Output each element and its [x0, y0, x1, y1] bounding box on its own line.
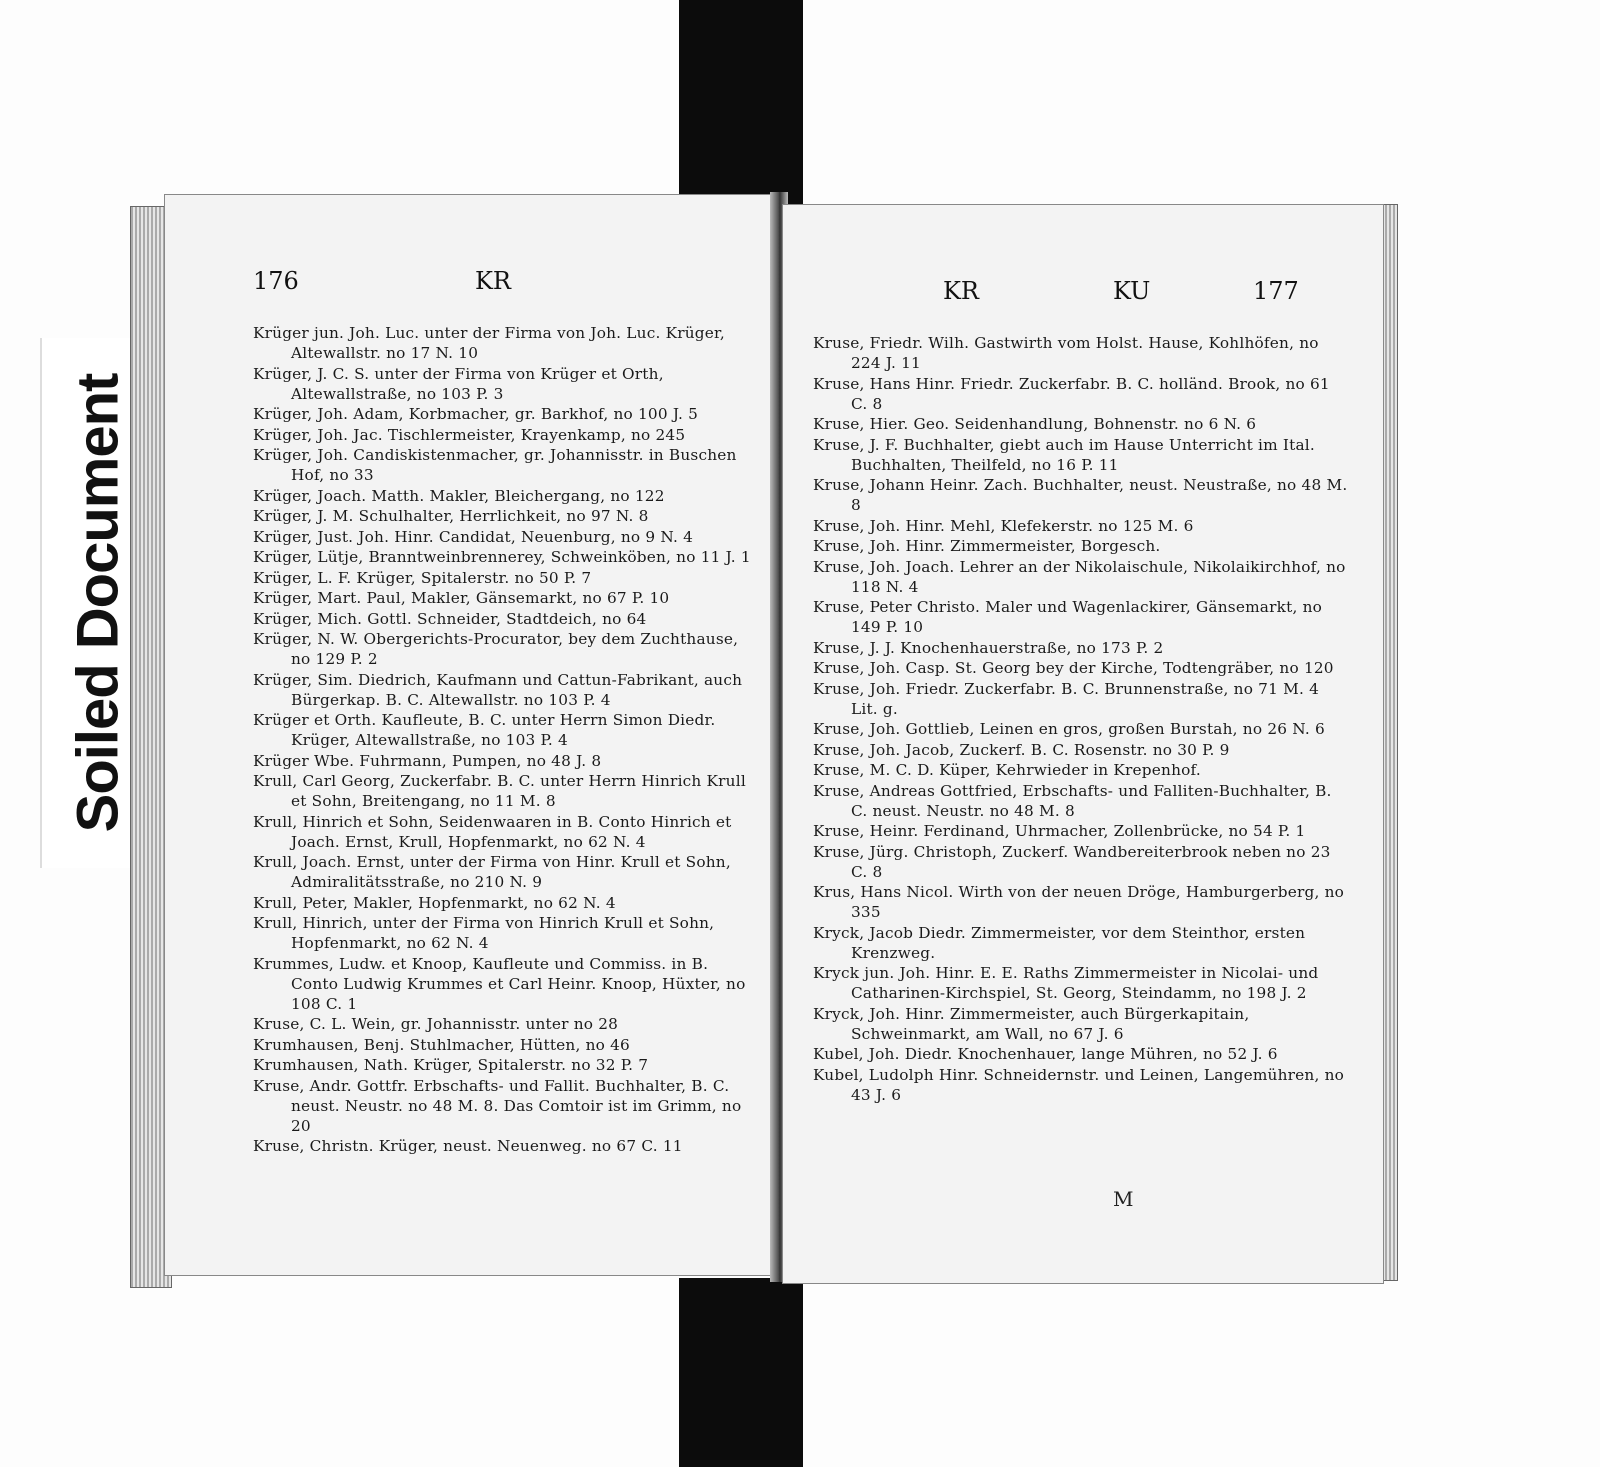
directory-entry: Krüger, Sim. Diedrich, Kaufmann und Cattun-Fabrikant, auch Bürgerkap. B. C. Altewallstr. no 103 P. 4	[253, 670, 743, 709]
directory-entry: Krüger, J. M. Schulhalter, Herrlichkeit, no 97 N. 8	[253, 507, 649, 525]
directory-entry: Kruse, Andreas Gottfried, Erbschafts- und Falliten-Buchhalter, B. C. neust. Neustr. no 48 M. 8	[813, 781, 1332, 820]
directory-entry: Krüger Wbe. Fuhrmann, Pumpen, no 48 J. 8	[253, 751, 602, 770]
right-running-head-right: KU	[1113, 277, 1151, 305]
directory-entry: Kryck, Jacob Diedr. Zimmermeister, vor dem Steinthor, ersten Krenzweg.	[813, 923, 1306, 962]
directory-entry: Kruse, C. L. Wein, gr. Johannisstr. unter no 28	[253, 1015, 619, 1033]
left-page	[164, 194, 776, 1276]
directory-entry: Krüger, Joh. Jac. Tischlermeister, Krayenkamp, no 245	[253, 425, 686, 444]
directory-entry: Krull, Peter, Makler, Hopfenmarkt, no 62 N. 4	[253, 893, 616, 912]
open-book	[130, 190, 1398, 1298]
catchword: M	[1113, 1187, 1134, 1211]
directory-entry: Krull, Hinrich, unter der Firma von Hinrich Krull et Sohn, Hopfenmarkt, no 62 N. 4	[253, 914, 715, 952]
right-page	[782, 204, 1384, 1284]
directory-entry: Krüger jun. Joh. Luc. unter der Firma von Joh. Luc. Krüger, Altewallstr. no 17 N. 10	[253, 324, 725, 362]
directory-entry: Kruse, Heinr. Ferdinand, Uhrmacher, Zollenbrücke, no 54 P. 1	[813, 822, 1306, 840]
directory-entry: Kruse, Hans Hinr. Friedr. Zuckerfabr. B. C. holländ. Brook, no 61 C. 8	[813, 374, 1330, 413]
directory-entry: Kryck jun. Joh. Hinr. E. E. Raths Zimmermeister in Nicolai- und Catharinen-Kirchspiel, St. Georg, Steindamm, no 198 J. 2	[813, 964, 1319, 1002]
directory-entry: Krüger, N. W. Obergerichts-Procurator, bey dem Zuchthause, no 129 P. 2	[253, 630, 739, 668]
directory-entry: Krüger, Joh. Candiskistenmacher, gr. Johannisstr. in Buschen Hof, no 33	[253, 446, 737, 484]
directory-entry: Krüger, Just. Joh. Hinr. Candidat, Neuenburg, no 9 N. 4	[253, 527, 694, 546]
directory-entry: Kruse, Joh. Hinr. Mehl, Klefekerstr. no 125 M. 6	[813, 516, 1194, 535]
directory-entry: Kruse, M. C. D. Küper, Kehrwieder in Krepenhof.	[813, 761, 1201, 779]
directory-entry: Kruse, Joh. Hinr. Zimmermeister, Borgesch.	[813, 537, 1161, 555]
directory-entry: Krüger, Joach. Matth. Makler, Bleichergang, no 122	[253, 486, 665, 505]
directory-entry: Kruse, Peter Christo. Maler und Wagenlackirer, Gänsemarkt, no 149 P. 10	[813, 598, 1323, 636]
directory-entry: Krumhausen, Benj. Stuhlmacher, Hütten, no 46	[253, 1035, 630, 1054]
right-entry-list	[813, 333, 1349, 1105]
directory-entry: Kruse, Jürg. Christoph, Zuckerf. Wandbereiterbrook neben no 23 C. 8	[813, 842, 1331, 881]
soiled-document-text: Soiled Document	[65, 373, 131, 833]
right-page-number: 177	[1253, 277, 1299, 305]
directory-entry: Krull, Hinrich et Sohn, Seidenwaaren in B. Conto Hinrich et Joach. Ernst, Krull, Hopfenmarkt, no 62 N. 4	[253, 812, 732, 851]
binding-strap-top	[679, 0, 803, 212]
directory-entry: Krull, Carl Georg, Zuckerfabr. B. C. unter Herrn Hinrich Krull et Sohn, Breitengang, no 11 M. 8	[253, 772, 746, 810]
directory-entry: Kruse, Joh. Gottlieb, Leinen en gros, großen Burstah, no 26 N. 6	[813, 720, 1325, 738]
directory-entry: Krüger, Mart. Paul, Makler, Gänsemarkt, no 67 P. 10	[253, 589, 670, 607]
directory-entry: Kruse, Joh. Joach. Lehrer an der Nikolaischule, Nikolaikirchhof, no 118 N. 4	[813, 557, 1346, 596]
directory-entry: Kruse, J. J. Knochenhauerstraße, no 173 P. 2	[813, 638, 1164, 657]
directory-entry: Kubel, Ludolph Hinr. Schneidernstr. und Leinen, Langemühren, no 43 J. 6	[813, 1065, 1345, 1104]
directory-entry: Krus, Hans Nicol. Wirth von der neuen Dröge, Hamburgerberg, no 335	[813, 883, 1345, 921]
binding-strap-bottom	[679, 1278, 803, 1467]
directory-entry: Krull, Joach. Ernst, unter der Firma von Hinr. Krull et Sohn, Admiralitätsstraße, no 210 N. 9	[253, 853, 731, 891]
directory-entry: Krummes, Ludw. et Knoop, Kaufleute und Commiss. in B. Conto Ludwig Krummes et Carl Heinr. Knoop, Hüxter, no 108 C. 1	[253, 954, 746, 1013]
directory-entry: Kruse, Johann Heinr. Zach. Buchhalter, neust. Neustraße, no 48 M. 8	[813, 476, 1348, 514]
directory-entry: Kruse, Christn. Krüger, neust. Neuenweg. no 67 C. 11	[253, 1137, 683, 1155]
directory-entry: Kruse, Joh. Friedr. Zuckerfabr. B. C. Brunnenstraße, no 71 M. 4 Lit. g.	[813, 679, 1320, 718]
directory-entry: Kruse, Friedr. Wilh. Gastwirth vom Holst. Hause, Kohlhöfen, no 224 J. 11	[813, 334, 1319, 372]
directory-entry: Kruse, Andr. Gottfr. Erbschafts- und Fallit. Buchhalter, B. C. neust. Neustr. no 48 M. 8. Das Comtoir ist im Grimm, no 20	[253, 1076, 742, 1135]
directory-entry: Krüger, L. F. Krüger, Spitalerstr. no 50 P. 7	[253, 568, 592, 587]
directory-entry: Krüger, Mich. Gottl. Schneider, Stadtdeich, no 64	[253, 609, 647, 628]
directory-entry: Kruse, J. F. Buchhalter, giebt auch im Hause Unterricht im Ital. Buchhalten, Theilfeld, no 16 P. 11	[813, 435, 1315, 474]
directory-entry: Kryck, Joh. Hinr. Zimmermeister, auch Bürgerkapitain, Schweinmarkt, am Wall, no 67 J. 6	[813, 1004, 1250, 1043]
left-running-head: KR	[475, 267, 511, 295]
directory-entry: Kruse, Joh. Jacob, Zuckerf. B. C. Rosenstr. no 30 P. 9	[813, 740, 1230, 759]
left-page-number: 176	[253, 267, 299, 295]
left-entry-list	[253, 323, 757, 1157]
directory-entry: Krüger, Joh. Adam, Korbmacher, gr. Barkhof, no 100 J. 5	[253, 405, 699, 423]
directory-entry: Krumhausen, Nath. Krüger, Spitalerstr. no 32 P. 7	[253, 1056, 649, 1074]
directory-entry: Krüger, Lütje, Branntweinbrennerey, Schweinköben, no 11 J. 1	[253, 548, 751, 566]
directory-entry: Krüger et Orth. Kaufleute, B. C. unter Herrn Simon Diedr. Krüger, Altewallstraße, no 103 P. 4	[253, 711, 716, 749]
directory-entry: Kubel, Joh. Diedr. Knochenhauer, lange Mühren, no 52 J. 6	[813, 1045, 1278, 1063]
directory-entry: Kruse, Joh. Casp. St. Georg bey der Kirche, Todtengräber, no 120	[813, 659, 1334, 677]
directory-entry: Kruse, Hier. Geo. Seidenhandlung, Bohnenstr. no 6 N. 6	[813, 415, 1257, 433]
directory-entry: Krüger, J. C. S. unter der Firma von Krüger et Orth, Altewallstraße, no 103 P. 3	[253, 364, 664, 403]
right-running-head-left: KR	[943, 277, 979, 305]
